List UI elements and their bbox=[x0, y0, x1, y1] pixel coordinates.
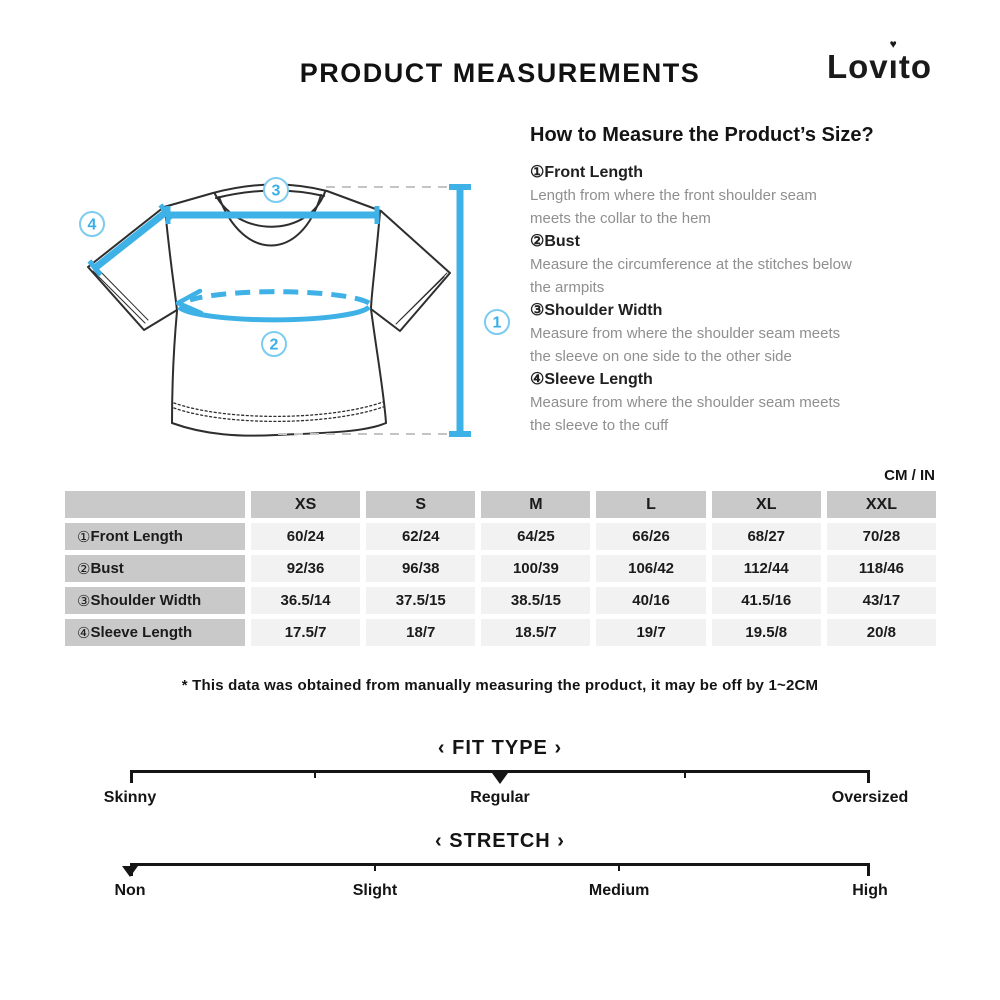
measure-guide-label: ③Shoulder Width bbox=[530, 302, 663, 319]
measure-guide-item bbox=[530, 299, 932, 368]
tshirt-outline bbox=[88, 184, 450, 435]
size-value-cell: 38.5/15 bbox=[481, 587, 590, 614]
scale-marker-icon bbox=[122, 866, 138, 877]
scale-end-tick bbox=[130, 770, 133, 783]
measure-guide bbox=[530, 124, 932, 437]
measure-guide-item bbox=[530, 368, 932, 437]
measure-guide-label: ④Sleeve Length bbox=[530, 371, 653, 388]
size-value-cell: 68/27 bbox=[712, 523, 821, 550]
row-label: ① Front Length bbox=[65, 523, 245, 550]
size-column-header: S bbox=[366, 491, 475, 518]
row-label: ② Bust bbox=[65, 555, 245, 582]
scale-label: High bbox=[852, 882, 888, 899]
size-value-cell: 40/16 bbox=[596, 587, 705, 614]
scale-title: ‹ STRETCH › bbox=[435, 830, 565, 852]
size-value-cell: 64/25 bbox=[481, 523, 590, 550]
size-column-header: XS bbox=[251, 491, 360, 518]
size-value-cell: 18.5/7 bbox=[481, 619, 590, 646]
measure-guide-items bbox=[530, 161, 932, 437]
callout-number: 1 bbox=[492, 314, 502, 332]
size-value-cell: 106/42 bbox=[596, 555, 705, 582]
size-value-cell: 112/44 bbox=[712, 555, 821, 582]
row-label: ③ Shoulder Width bbox=[65, 587, 245, 614]
measure-guide-label: ②Bust bbox=[530, 233, 580, 250]
scale-marker-icon bbox=[492, 773, 508, 784]
size-value-cell: 19.5/8 bbox=[712, 619, 821, 646]
scale-tick bbox=[684, 770, 686, 778]
scale-end-tick bbox=[867, 770, 870, 783]
bust-ellipse-solid bbox=[179, 307, 369, 320]
size-value-cell: 66/26 bbox=[596, 523, 705, 550]
logo-heart-icon: ♥ bbox=[889, 37, 898, 51]
callout-number: 4 bbox=[87, 216, 97, 234]
page-title: PRODUCT MEASUREMENTS bbox=[299, 58, 701, 88]
size-value-cell: 20/8 bbox=[827, 619, 936, 646]
size-column-header: L bbox=[596, 491, 705, 518]
callout-number: 3 bbox=[271, 182, 281, 200]
brand-logo: Lovı ♥ to bbox=[826, 37, 932, 85]
scale-label: Oversized bbox=[831, 789, 909, 806]
size-value-cell: 43/17 bbox=[827, 587, 936, 614]
measure-guide-desc: Measure from where the shoulder seam meets the sleeve to the cuff bbox=[530, 394, 841, 434]
scale-label: Non bbox=[114, 882, 146, 899]
measure-guide-desc: Measure the circumference at the stitches below the armpits bbox=[530, 256, 852, 296]
size-value-cell: 37.5/15 bbox=[366, 587, 475, 614]
size-value-cell: 62/24 bbox=[366, 523, 475, 550]
size-value-cell: 100/39 bbox=[481, 555, 590, 582]
tshirt-measurement-diagram bbox=[60, 140, 520, 460]
logo-letter-i: ı ♥ bbox=[888, 37, 899, 85]
scale-label: Slight bbox=[352, 882, 398, 899]
measure-guide-item bbox=[530, 230, 932, 299]
scale-label: Medium bbox=[588, 882, 650, 899]
measurement-lines bbox=[89, 187, 471, 434]
measure-guide-label: ①Front Length bbox=[530, 164, 643, 181]
size-value-cell: 36.5/14 bbox=[251, 587, 360, 614]
size-value-cell: 96/38 bbox=[366, 555, 475, 582]
size-table bbox=[65, 491, 936, 646]
size-value-cell: 41.5/16 bbox=[712, 587, 821, 614]
scale-label: Regular bbox=[470, 789, 530, 806]
size-value-cell: 18/7 bbox=[366, 619, 475, 646]
row-label-text: Shoulder Width bbox=[90, 592, 202, 609]
size-column-header: XL bbox=[712, 491, 821, 518]
bust-ellipse-dashed bbox=[190, 292, 369, 303]
scale-end-tick bbox=[867, 863, 870, 876]
scale-title: ‹ FIT TYPE › bbox=[437, 737, 563, 759]
size-value-cell: 17.5/7 bbox=[251, 619, 360, 646]
sleeve-length-line bbox=[95, 212, 166, 268]
row-label: ④ Sleeve Length bbox=[65, 619, 245, 646]
size-value-cell: 19/7 bbox=[596, 619, 705, 646]
scale-track bbox=[130, 770, 870, 773]
measure-guide-heading: How to Measure the Product’s Size? bbox=[530, 124, 874, 146]
scale-label: Skinny bbox=[103, 789, 157, 806]
callout-number: 2 bbox=[269, 336, 279, 354]
size-value-cell: 92/36 bbox=[251, 555, 360, 582]
units-label: CM / IN bbox=[884, 467, 935, 484]
measure-guide-desc: Length from where the front shoulder seam meets the collar to the hem bbox=[530, 187, 817, 227]
fit-type-scale bbox=[0, 737, 1000, 815]
scale-tick bbox=[618, 863, 620, 871]
scale-track bbox=[130, 863, 870, 866]
size-column-header: M bbox=[481, 491, 590, 518]
size-value-cell: 70/28 bbox=[827, 523, 936, 550]
size-value-cell: 60/24 bbox=[251, 523, 360, 550]
size-value-cell: 118/46 bbox=[827, 555, 936, 582]
disclaimer-note: * This data was obtained from manually measuring the product, it may be off by 1~2CM bbox=[181, 677, 819, 694]
size-column-header: XXL bbox=[827, 491, 936, 518]
scale-tick bbox=[314, 770, 316, 778]
row-label-text: Sleeve Length bbox=[90, 624, 193, 641]
row-label-text: Front Length bbox=[90, 528, 183, 545]
table-corner-cell bbox=[65, 491, 245, 518]
measure-guide-item bbox=[530, 161, 932, 230]
scale-tick bbox=[374, 863, 376, 871]
measure-guide-desc: Measure from where the shoulder seam meets the sleeve on one side to the other side bbox=[530, 325, 841, 365]
stretch-scale bbox=[0, 830, 1000, 908]
row-label-text: Bust bbox=[90, 560, 124, 577]
